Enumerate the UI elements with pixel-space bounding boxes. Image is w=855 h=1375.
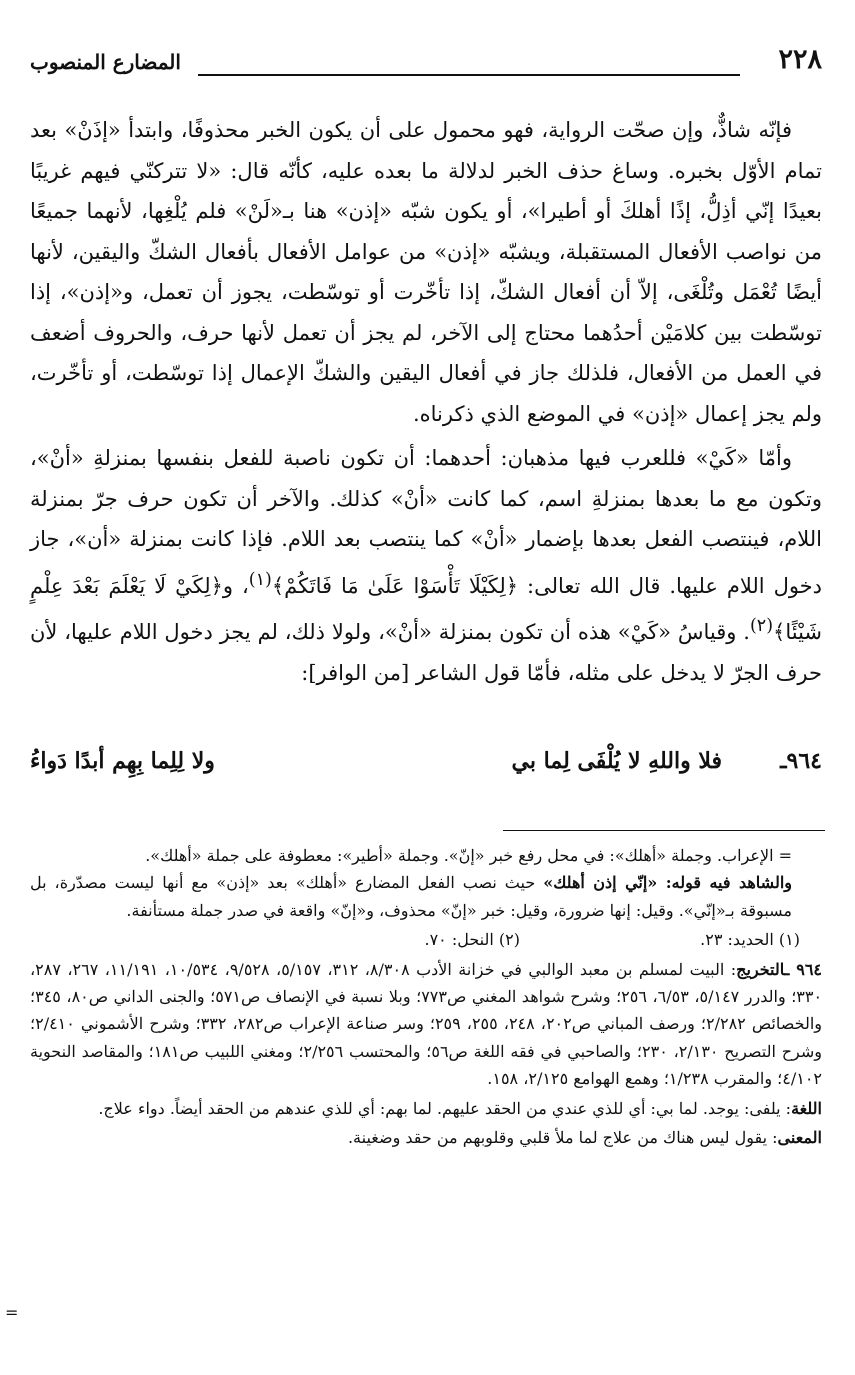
shahid-quote: : «إنّي إذن أهلك» bbox=[543, 873, 672, 893]
paragraph-1: فإنّه شاذٌّ، وإن صحّت الرواية، فهو محمول على أن يكون الخبر محذوفًا، وابتدأ «إذَنْ» بعد تمام الأوّل بخبره. وساغ حذف الخبر لدلالة ما بعده عليه، كأنّه قال: «لا تتركنّي فيهم غريبًا بعيدًا إنّي أذِلُّ، إذًا أهلكَ أو أطيرا»، أو يكون شبّه «إذن» هنا بـ«لَنْ» فلم يُلْغِها، لأنهما جميعًا من نواصب الأفعال المستقبلة، ويشبّه «إذن» من عوامل الأفعال بأفعال الشكّ واليقين، لأنها أيضًا تُعْمَل وتُلْغَى، إلاّ أن أفعال الشكّ، إذا تأخّرت أو توسّطت، يجوز أن تعمل، و«إذن»، إذا توسّطت بين كلامَيْن أحدُهما محتاج إلى الآخر، لم يجز أن تعمل لأنها حرف، والحروف أضعف في العمل من الأفعال، فلذلك جاز في أفعال اليقين والشكّ الإعمال إذا توسّطت، أو تأخّرت، ولم يجز إعمال «إذن» في الموضع الذي ذكرناه. bbox=[30, 118, 822, 426]
footnotes bbox=[30, 842, 822, 1151]
continuation-mark: = bbox=[5, 1303, 19, 1322]
paragraph-2 bbox=[30, 438, 822, 693]
footnote-2: (٢) النحل: ٧٠. bbox=[424, 930, 520, 950]
quran-bracket-close-1: ﴾ bbox=[271, 573, 285, 598]
quran-quote-1: لِكَيْلَا تَأْسَوْا عَلَىٰ مَا فَاتَكُمْ bbox=[284, 573, 506, 598]
footnote-1: (١) الحديد: ٢٣. bbox=[700, 930, 800, 950]
quran-bracket-close-2: ﴾ bbox=[773, 620, 786, 644]
footnote-sources bbox=[30, 926, 822, 953]
paragraph-2-part-b: ، و﴿ bbox=[210, 573, 249, 598]
takhrij-text: : البيت لمسلم بن معبد الوالبي في خزانة الأدب ٨/٣٠٨، ٣١٢، ٥/١٥٧، ٩/٥٢٨، ١٠/٥٣٤، ١١/١٩١، ٢٦٧، ٢٨٧، ٣٣٠؛ والدرر ٥/١٤٧، ٦/٥٣، ٢٥٦؛ وشرح شواهد المغني ص٧٧٣؛ وبلا نسبة في الإنصاف ص٥٧١؛ والجنى الداني ص٨٠، ٣٤٥؛ والخصائص ٢/٢٨٢؛ ورصف المباني ص٢٠٢، ٢٤٨، ٢٥٥، ٢٥٩؛ وسر صناعة الإعراب ص٢٨٢، ٣٣٢؛ وشرح الأشموني ٢/٤١٠؛ وشرح التصريح ٢/١٣٠، ٢٣٠؛ والصاحبي في فقه اللغة ص٥٦؛ والمحتسب ٢/٢٥٦؛ ومغني اللبيب ص١٨١؛ والمقاصد النحوية ٤/١٠٢؛ والمقرب ١/٢٣٨؛ وهمع الهوامع ٢/١٢٥، ١٥٨. bbox=[30, 959, 823, 1089]
footnote-ref-1: (١) bbox=[248, 569, 272, 590]
note-continuation: = الإعراب. وجملة «أهلك»: في محل رفع خبر «إنّ». وجملة «أطير»: معطوفة على جملة «أهلك». bbox=[145, 846, 792, 865]
quran-quote-2: لِكَيْ لَا يَعْلَمَ بَعْدَ عِلْمٍ شَيْئًا bbox=[30, 573, 822, 644]
header-rule bbox=[198, 74, 740, 76]
page-header bbox=[30, 44, 822, 84]
lugha-label: اللغة bbox=[791, 1098, 822, 1118]
paragraph-2-part-a: وأمّا «كَيْ» فللعرب فيها مذهبان: أحدهما: أن تكون ناصبة للفعل بنفسها بمنزلةِ «أنْ»، وتكون مع ما بعدها بمنزلةِ اسم، كما كانت «أنْ» كذلك. والآخر أن تكون حرف جرّ بمنزلة اللام، فينتصب الفعل بعدها بإضمار «أنْ» كما ينتصب بعد اللام. فإذا كانت بمنزلة «أن»، جاز دخول اللام عليها. قال الله تعالى: ﴿ bbox=[30, 446, 823, 598]
page-number: ٢٢٨ bbox=[778, 44, 822, 75]
note-shahid bbox=[30, 869, 822, 924]
footnote-separator bbox=[503, 830, 825, 831]
lugha-text: : يلفى: يوجد. لما بي: أي للذي عندي من الحقد عليهم. لما بهم: أي للذي عندهم من الحقد أيضاً. دواء علاج. bbox=[98, 1098, 792, 1118]
takhrij-number: ٩٦٤ ـ bbox=[784, 959, 823, 979]
note-takhrij bbox=[30, 956, 822, 1093]
main-text bbox=[30, 110, 822, 693]
shahid-text: حيث نصب الفعل المضارع «أهلك» بعد «إذن» مع أنها ليست مصدّرة، بل مسبوقة بـ«إنّي». وقيل: إنها ضرورة، وقيل: خبر «إنّ» محذوف، و«إنّ» واقعة في صدر جملة مستأنفة. bbox=[30, 873, 792, 920]
paragraph-2-part-c: . وقياسُ «كَيْ» هذه أن تكون بمنزلة «أنْ»، ولولا ذلك، لم يجز دخول اللام عليها، لأن حرف الجرّ لا يدخل على مثله، فأمّا قول الشاعر [من الوافر]: bbox=[30, 620, 822, 685]
note-mana bbox=[30, 1124, 822, 1151]
poetry-verse bbox=[30, 748, 822, 796]
mana-text: : يقول ليس هناك من علاج لما ملأ قلبي وقلوبهم من حقد وضغينة. bbox=[347, 1128, 778, 1148]
mana-label: المعنى bbox=[777, 1128, 822, 1148]
verse-number: ٩٦٤ـ bbox=[780, 748, 822, 774]
shahid-label: والشاهد فيه قوله bbox=[671, 873, 793, 893]
note-lugha bbox=[30, 1095, 822, 1122]
running-title: المضارع المنصوب bbox=[30, 50, 181, 74]
verse-second-hemistich: ولا لِلِما بِهِم أبدًا دَواءُ bbox=[30, 748, 215, 774]
verse-first-hemistich: فلا واللهِ لا يُلْفَى لِما بي bbox=[511, 748, 722, 774]
footnote-ref-2: (٢) bbox=[749, 616, 774, 636]
takhrij-label: التخريج bbox=[736, 959, 785, 979]
